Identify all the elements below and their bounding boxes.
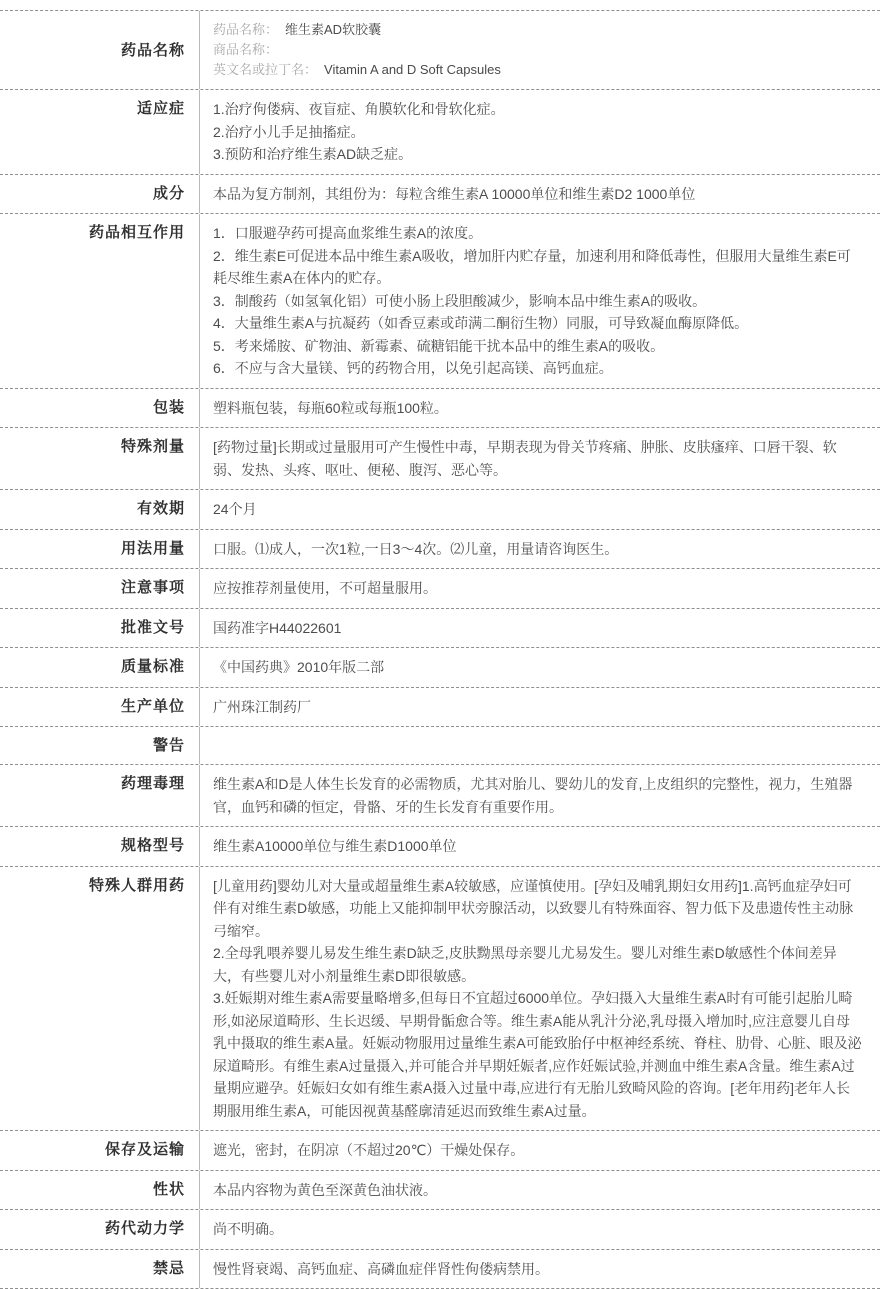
table-row: [0, 529, 880, 569]
row-paragraph: 5．考来烯胺、矿物油、新霉素、硫糖铝能干扰本品中的维生素A的吸收。: [213, 337, 665, 354]
row-paragraph: 3.妊娠期对维生素A需要量略增多,但每日不宜超过6000单位。孕妇摄入大量维生素A时有可能引起胎儿畸形,如泌尿道畸形、生长迟缓、早期骨骺愈合等。维生素A能从乳汁分泌,乳母摄入增加时,应注意婴儿自母乳中摄取的维生素A量。妊娠动物服用过量维生素A可能致胎仔中枢神经系统、脊柱、肋骨、心脏、眼及泌尿道畸形。有维生素A过量摄入,并可能合并早期妊娠者,应作妊娠试验,并测血中维生素A含量。维生素A过量期应避孕。妊娠妇女如有维生素A摄入过量中毒,应进行有无胎儿致畸风险的咨询。[老年用药]老年人长期服用维生素A，可能因视黄基醛廓清延迟而致维生素A过量。: [213, 990, 862, 1119]
row-content: [200, 389, 880, 428]
row-label: 批准文号: [0, 609, 200, 648]
table-row: [0, 1209, 880, 1249]
row-paragraph: 2．维生素E可促进本品中维生素A吸收，增加肝内贮存量，加速利用和降低毒性，但服用大量维生素E可耗尽维生素A在体内的贮存。: [213, 247, 851, 286]
table-row: [0, 1170, 880, 1210]
row-label: 注意事项: [0, 569, 200, 608]
row-content: [200, 428, 880, 489]
rows-container: [0, 89, 880, 1288]
table-row: [0, 764, 880, 826]
row-paragraph: 国药准字H44022601: [213, 619, 342, 636]
table-row: [0, 568, 880, 608]
row-content: [200, 827, 880, 866]
row-label: 包装: [0, 389, 200, 428]
row-paragraph: 6．不应与含大量镁、钙的药物合用，以免引起高镁、高钙血症。: [213, 360, 613, 376]
drug-info-table: [0, 10, 880, 1289]
row-label: 特殊剂量: [0, 428, 200, 489]
row-paragraph: 遮光，密封，在阴凉（不超过20℃）干燥处保存。: [213, 1142, 525, 1158]
row-label: 生产单位: [0, 688, 200, 727]
row-label: 用法用量: [0, 530, 200, 569]
row-content: [200, 175, 880, 214]
row-label: 规格型号: [0, 827, 200, 866]
row-label: 药品相互作用: [0, 214, 200, 388]
table-row: [0, 726, 880, 764]
row-content: [200, 1250, 880, 1289]
drug-name-field: [213, 20, 862, 40]
row-paragraph: 尚不明确。: [213, 1221, 283, 1237]
row-paragraph: 口服。⑴成人，一次1粒,一日3～4次。⑵儿童，用量请咨询医生。: [213, 540, 619, 557]
field-value: Vitamin A and D Soft Capsules: [324, 62, 501, 77]
row-paragraph: 塑料瓶包装，每瓶60粒或每瓶100粒。: [213, 399, 448, 416]
row-content: [200, 11, 880, 89]
row-paragraph: 慢性肾衰竭、高钙血症、高磷血症伴肾性佝偻病禁用。: [213, 1260, 549, 1277]
row-content: [200, 688, 880, 727]
row-label: 保存及运输: [0, 1131, 200, 1170]
row-content: [200, 214, 880, 388]
row-content: [200, 648, 880, 687]
row-paragraph: [儿童用药]婴幼儿对大量或超量维生素A较敏感，应谨慎使用。[孕妇及哺乳期妇女用药]1.高钙血症孕妇可伴有对维生素D敏感，功能上又能抑制甲状旁腺活动，以致婴儿有特殊面容、智力低下及患遗传性主动脉弓缩窄。: [213, 877, 854, 939]
row-paragraph: 2.治疗小儿手足抽搐症。: [213, 123, 365, 140]
row-paragraph: 4．大量维生素A与抗凝药（如香豆素或茚满二酮衍生物）同服，可导致凝血酶原降低。: [213, 315, 749, 331]
row-content: [200, 569, 880, 608]
table-row: [0, 608, 880, 648]
field-label: 药品名称：: [213, 22, 279, 37]
trade-name-field: [213, 40, 862, 60]
row-content: [200, 609, 880, 648]
row-content: [200, 490, 880, 529]
row-label: 成分: [0, 175, 200, 214]
row-label: 质量标准: [0, 648, 200, 687]
row-paragraph: 1.治疗佝偻病、夜盲症、角膜软化和骨软化症。: [213, 101, 505, 117]
table-row: [0, 213, 880, 388]
table-row-drug-name: [0, 10, 880, 89]
table-row: [0, 89, 880, 174]
row-label: 特殊人群用药: [0, 867, 200, 1131]
table-row: [0, 826, 880, 866]
row-content: [200, 1131, 880, 1170]
row-label: 适应症: [0, 90, 200, 174]
table-row: [0, 687, 880, 727]
row-label: 药代动力学: [0, 1210, 200, 1249]
table-row: [0, 866, 880, 1131]
row-paragraph: 维生素A10000单位与维生素D1000单位: [213, 838, 457, 854]
english-name-field: [213, 60, 862, 80]
field-label: 商品名称：: [213, 42, 279, 57]
row-paragraph: 本品内容物为黄色至深黄色油状液。: [213, 1181, 437, 1198]
row-paragraph: 本品为复方制剂，其组份为：每粒含维生素A 10000单位和维生素D2 1000单位: [213, 185, 696, 202]
row-label: 警告: [0, 727, 200, 764]
row-content: [200, 727, 880, 764]
field-label: 英文名或拉丁名：: [213, 62, 318, 77]
row-label: 药品名称: [0, 11, 200, 89]
row-paragraph: [药物过量]长期或过量服用可产生慢性中毒，早期表现为骨关节疼痛、肿胀、皮肤瘙痒、口唇干裂、软弱、发热、头疼、呕吐、便秘、腹泻、恶心等。: [213, 439, 837, 478]
row-paragraph: 1．口服避孕药可提高血浆维生素A的浓度。: [213, 225, 483, 241]
row-label: 禁忌: [0, 1250, 200, 1289]
table-row: [0, 427, 880, 489]
field-value: 维生素AD软胶囊: [285, 22, 382, 37]
row-paragraph: 24个月: [213, 501, 257, 517]
row-paragraph: 应按推荐剂量使用，不可超量服用。: [213, 580, 437, 596]
table-row: [0, 1249, 880, 1289]
table-row: [0, 489, 880, 529]
table-row: [0, 647, 880, 687]
row-content: [200, 867, 880, 1131]
row-paragraph: 维生素A和D是人体生长发育的必需物质，尤其对胎儿、婴幼儿的发育,上皮组织的完整性，视力，生殖器官，血钙和磷的恒定，骨骼、牙的生长发育有重要作用。: [213, 776, 853, 815]
row-content: [200, 90, 880, 174]
row-label: 有效期: [0, 490, 200, 529]
table-row: [0, 1130, 880, 1170]
row-content: [200, 765, 880, 826]
row-content: [200, 530, 880, 569]
row-paragraph: 2.全母乳喂养婴儿易发生维生素D缺乏,皮肤黝黑母亲婴儿尤易发生。婴儿对维生素D敏感性个体间差异大，有些婴儿对小剂量维生素D即很敏感。: [213, 945, 837, 984]
row-paragraph: 广州珠江制药厂: [213, 698, 311, 715]
table-row: [0, 174, 880, 214]
table-row: [0, 388, 880, 428]
row-paragraph: 3.预防和治疗维生素AD缺乏症。: [213, 146, 413, 162]
row-content: [200, 1210, 880, 1249]
row-label: 药理毒理: [0, 765, 200, 826]
row-label: 性状: [0, 1171, 200, 1210]
row-content: [200, 1171, 880, 1210]
row-paragraph: 《中国药典》2010年版二部: [213, 659, 385, 675]
row-paragraph: 3．制酸药（如氢氧化铝）可使小肠上段胆酸减少，影响本品中维生素A的吸收。: [213, 292, 707, 309]
